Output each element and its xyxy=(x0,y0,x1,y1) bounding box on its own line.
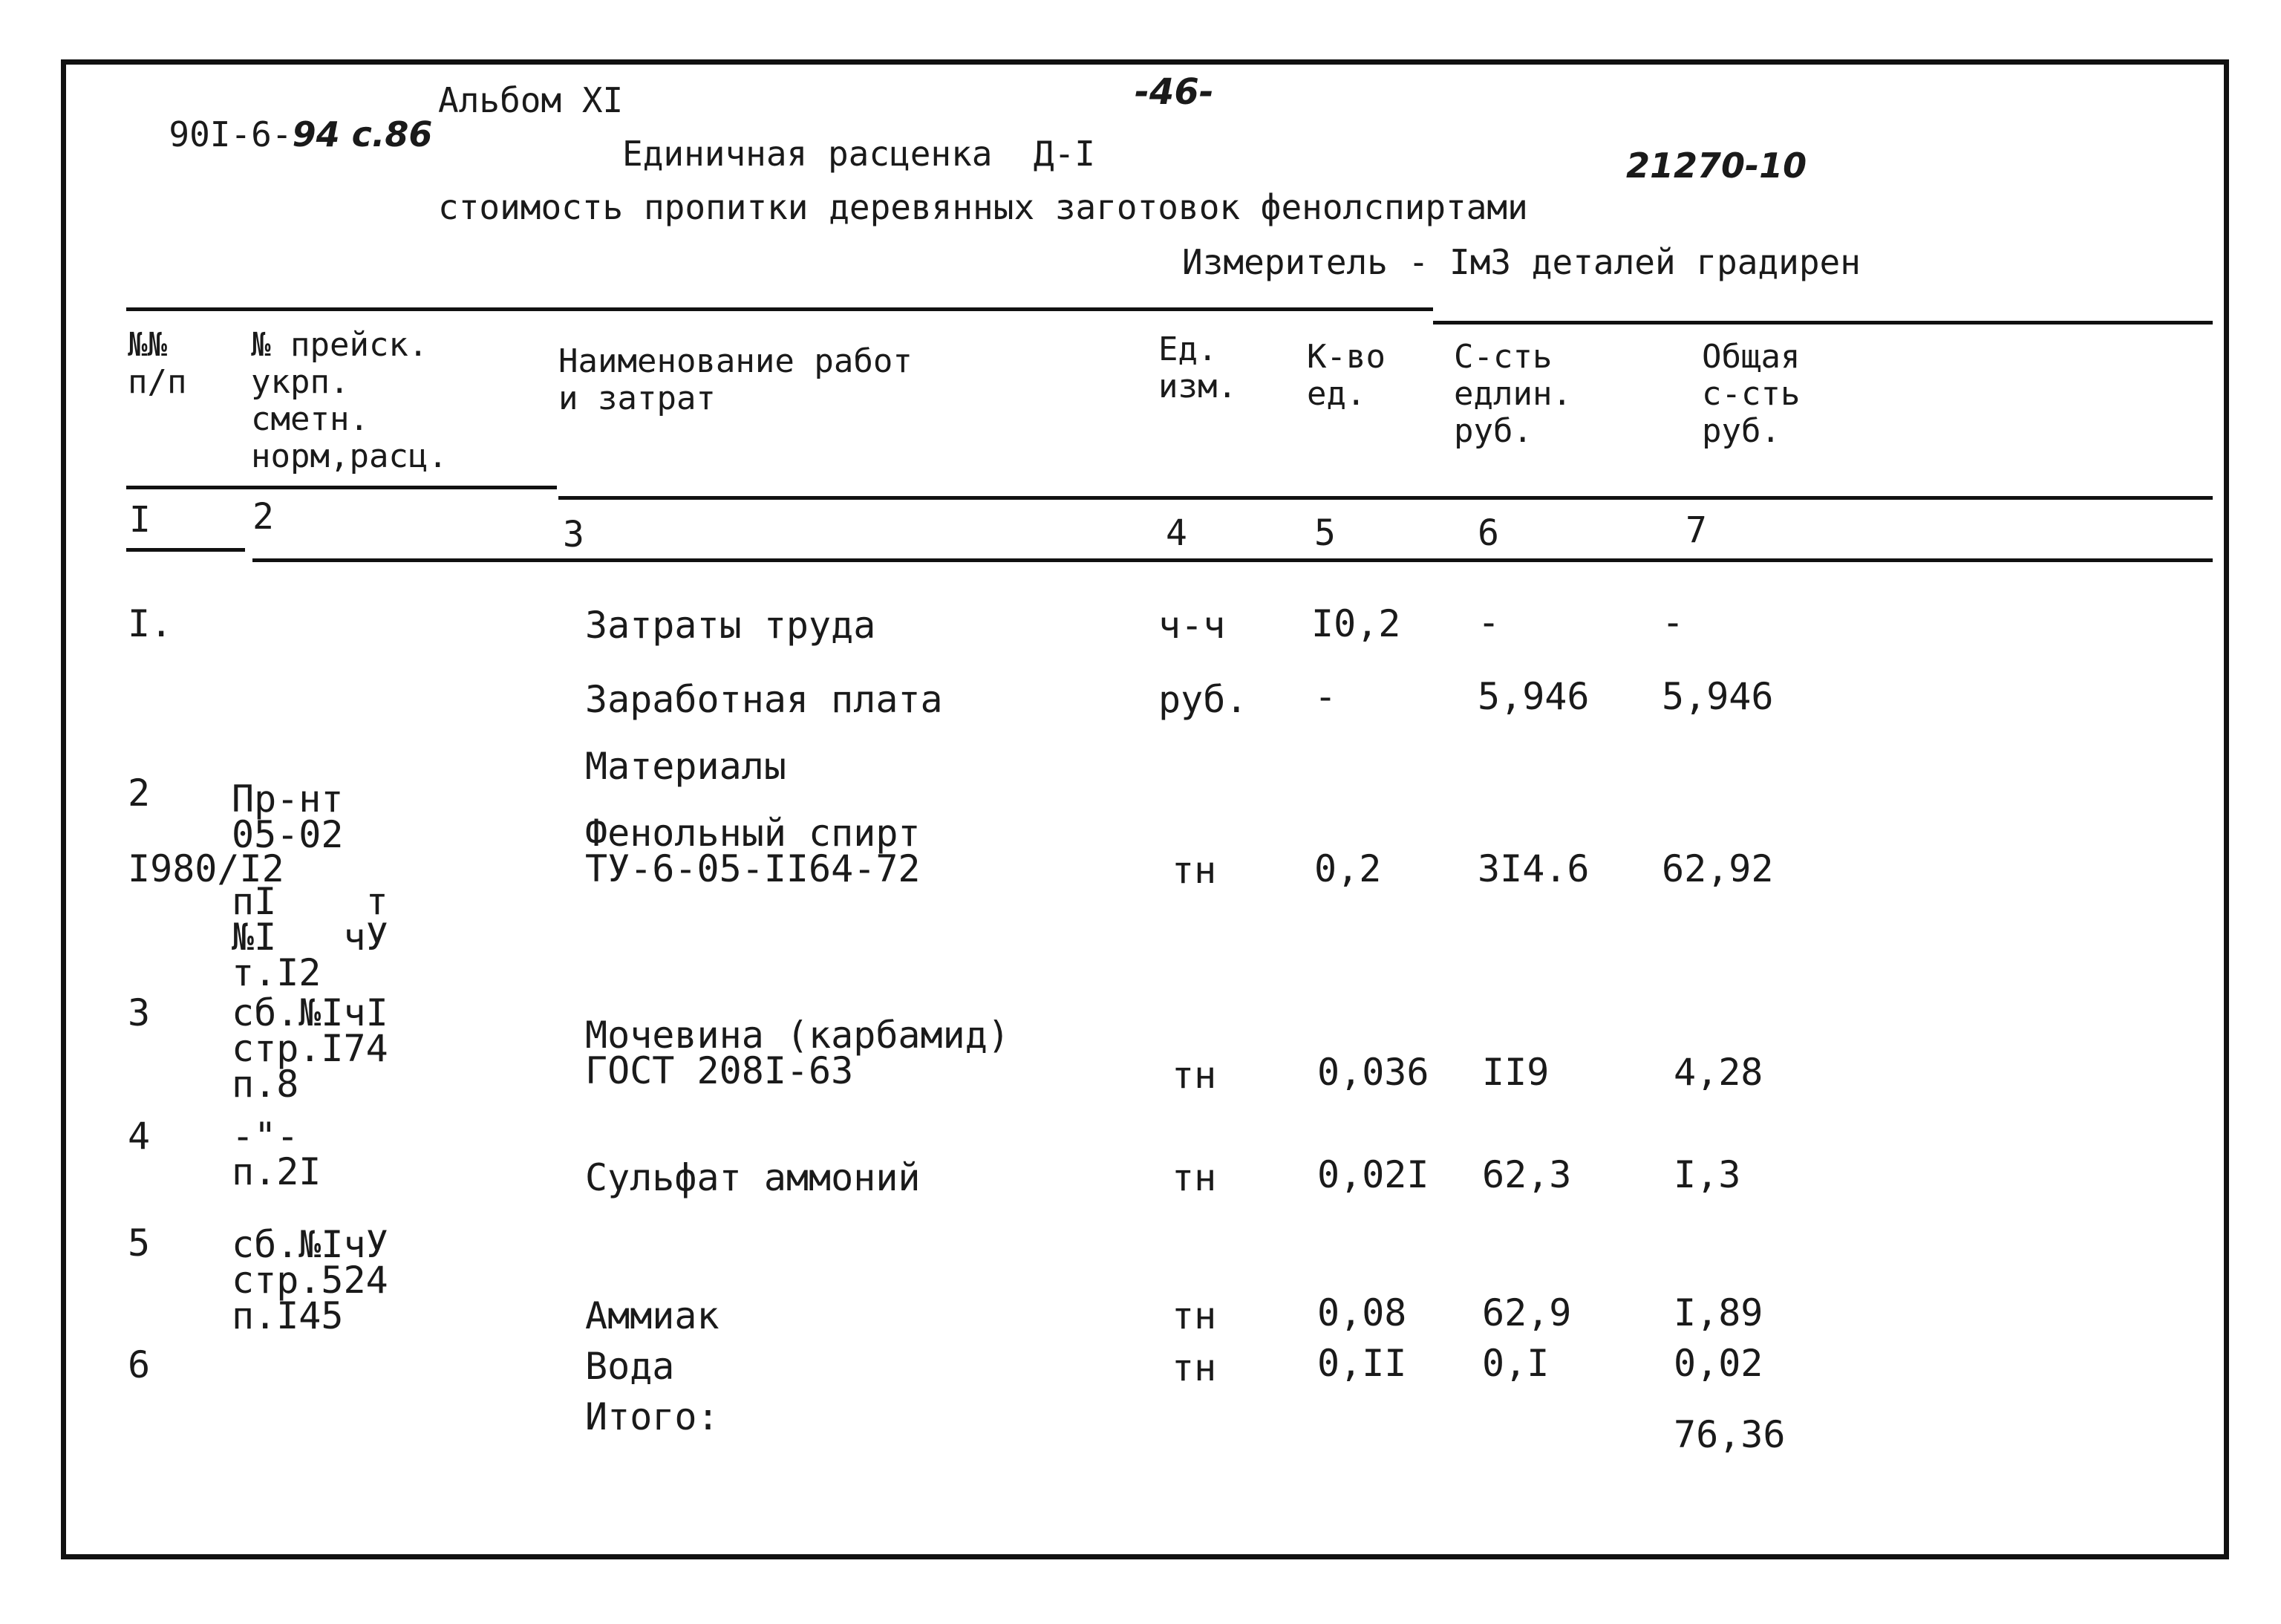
column-number: I xyxy=(129,499,151,541)
header-num: №№ п/п xyxy=(128,326,187,401)
column-number: 5 xyxy=(1314,512,1336,554)
row-unit-cost: - xyxy=(1478,601,1501,644)
row-name: Материалы xyxy=(585,745,786,788)
total-label: Итого: xyxy=(585,1395,719,1438)
document-code xyxy=(128,83,433,154)
row-num: I980/I2 xyxy=(128,847,284,890)
header-total-cost: Общая с-сть руб. xyxy=(1702,338,1801,450)
row-qty: 0,2 xyxy=(1314,847,1382,890)
row-num: 5 xyxy=(128,1222,151,1265)
album-label: Альбом XI xyxy=(438,80,624,120)
row-unit: тн xyxy=(1172,1346,1217,1389)
header-top-rule-left xyxy=(126,307,1433,311)
column-number-rule-right xyxy=(252,558,2213,562)
header-bottom-rule-right xyxy=(558,496,2213,500)
header-unit: Ед. изм. xyxy=(1158,330,1237,405)
row-total: 5,946 xyxy=(1662,675,1774,718)
measurement-unit: Измеритель - IмЗ деталей градирен xyxy=(1182,242,1861,282)
row-num: 6 xyxy=(128,1343,151,1386)
row-qty: - xyxy=(1314,675,1337,718)
row-name: Мочевина (карбамид) ГОСТ 208I-63 xyxy=(585,1014,1010,1092)
header-name: Наименование работ и затрат xyxy=(558,342,913,417)
row-total: 0,02 xyxy=(1674,1342,1763,1385)
row-name: Фенольный спирт ТУ-6-05-II64-72 xyxy=(585,812,921,890)
row-ref: сб.№IчУ стр.524 п.I45 xyxy=(232,1223,388,1337)
column-number-rule-left xyxy=(126,548,245,552)
row-name: Сульфат аммоний xyxy=(585,1156,921,1199)
stamp-number: 21270-10 xyxy=(1626,146,1807,186)
row-name: Вода xyxy=(585,1345,675,1388)
row-unit-cost: II9 xyxy=(1482,1051,1550,1094)
grand-total: 76,36 xyxy=(1674,1413,1786,1456)
row-unit: ч-ч xyxy=(1158,604,1226,647)
row-qty: 0,II xyxy=(1317,1342,1407,1385)
row-ref: сб.№IчI стр.I74 п.8 xyxy=(232,991,388,1106)
row-total: 4,28 xyxy=(1674,1051,1763,1094)
row-unit-cost: 62,3 xyxy=(1482,1153,1572,1196)
row-total: I,89 xyxy=(1674,1291,1763,1334)
row-name: Аммиак xyxy=(585,1294,719,1337)
document-subtitle: стоимость пропитки деревянных заготовок фенолспиртами xyxy=(438,187,1528,227)
column-number: 6 xyxy=(1478,512,1499,554)
page-frame xyxy=(61,59,2229,1559)
row-num: 4 xyxy=(128,1115,151,1158)
page-number: -46- xyxy=(1135,71,1214,113)
column-number: 7 xyxy=(1686,509,1707,551)
row-qty: I0,2 xyxy=(1311,602,1401,645)
row-name: Заработная плата xyxy=(585,678,943,721)
row-unit: тн xyxy=(1172,849,1217,892)
row-num: 2 xyxy=(128,772,151,815)
document-title: Единичная расценка Д-I xyxy=(622,134,1095,174)
header-top-rule-right xyxy=(1433,321,2213,325)
row-ref: пI т №I чУ т.I2 xyxy=(232,880,388,994)
column-number: 2 xyxy=(252,496,274,538)
row-ref: Пр-нт 05-02 xyxy=(232,777,344,856)
row-unit: тн xyxy=(1172,1294,1217,1337)
header-unit-cost: С-сть едлин. руб. xyxy=(1454,338,1572,450)
document-code-handwritten: 94 с.86 xyxy=(292,114,433,154)
row-unit-cost: 3I4.6 xyxy=(1478,847,1590,890)
header-price-ref: № прейск. укрп. сметн. норм,расц. xyxy=(251,326,448,475)
row-unit: тн xyxy=(1172,1156,1217,1199)
row-total: 62,92 xyxy=(1662,847,1774,890)
row-name: Затраты труда xyxy=(585,604,876,647)
document-code-printed: 90I-6- xyxy=(169,114,293,154)
row-unit: руб. xyxy=(1158,678,1248,721)
row-unit: тн xyxy=(1172,1054,1217,1097)
column-number: 3 xyxy=(563,514,584,555)
row-unit-cost: 5,946 xyxy=(1478,675,1590,718)
row-total: - xyxy=(1662,601,1685,644)
row-num: I. xyxy=(128,602,173,645)
row-qty: 0,036 xyxy=(1317,1051,1429,1094)
column-number: 4 xyxy=(1166,512,1187,554)
header-bottom-rule-left xyxy=(126,486,557,489)
row-ref: -"- п.2I xyxy=(232,1115,322,1193)
row-total: I,3 xyxy=(1674,1153,1741,1196)
row-unit-cost: 62,9 xyxy=(1482,1291,1572,1334)
header-qty: К-во ед. xyxy=(1307,338,1386,413)
row-unit-cost: 0,I xyxy=(1482,1342,1550,1385)
row-qty: 0,08 xyxy=(1317,1291,1407,1334)
row-qty: 0,02I xyxy=(1317,1153,1429,1196)
row-num: 3 xyxy=(128,991,151,1034)
